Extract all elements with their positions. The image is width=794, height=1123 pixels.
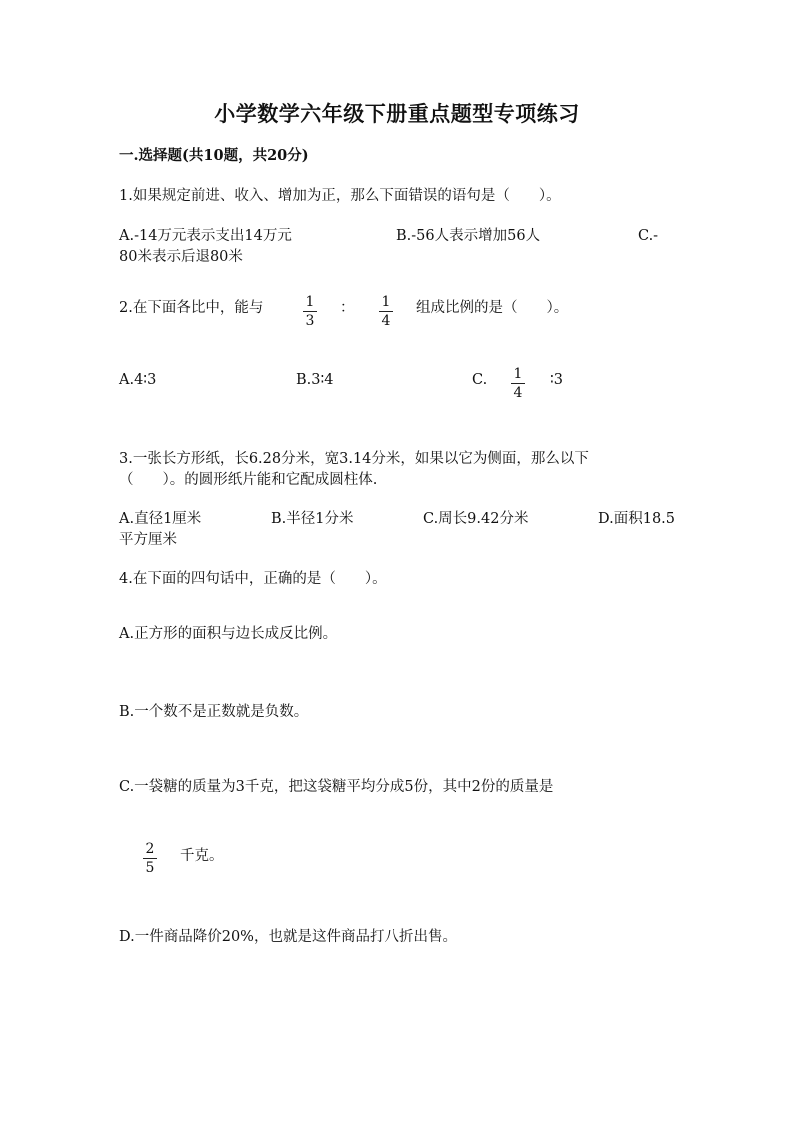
fraction-numerator: 2 [145, 841, 155, 857]
fraction-denominator: 4 [381, 313, 391, 329]
fraction-denominator: 3 [305, 313, 315, 329]
fraction-bar [303, 311, 317, 312]
question-4-option-b: B.一个数不是正数就是负数。 [119, 704, 309, 720]
question-1-option-c-continued: 80米表示后退80米 [119, 249, 243, 265]
question-2-option-c-suffix: ∶3 [550, 372, 563, 388]
section-heading: 一.选择题(共10题，共20分) [119, 147, 309, 164]
question-4-option-d: D.一件商品降价20%，也就是这件商品打八折出售。 [119, 929, 457, 945]
question-2-option-b: B.3∶4 [296, 372, 334, 388]
fraction-denominator: 4 [513, 385, 523, 401]
question-1-stem: 1.如果规定前进、收入、增加为正，那么下面错误的语句是（ ）。 [119, 188, 561, 204]
fraction-bar [511, 383, 525, 384]
question-1-option-c: C.- [638, 228, 659, 244]
question-4-option-a: A.正方形的面积与边长成反比例。 [119, 626, 338, 642]
question-3-stem-line-1: 3.一张长方形纸，长6.28分米，宽3.14分米，如果以它为侧面，那么以下 [119, 451, 589, 467]
question-3-option-a: A.直径1厘米 [119, 511, 202, 527]
question-1-option-b: B.-56人表示增加56人 [396, 228, 541, 244]
question-3-option-b: B.半径1分米 [271, 511, 354, 527]
question-2-ratio-colon: ： [340, 300, 355, 316]
question-3-stem-line-2: （ ）。的圆形纸片能和它配成圆柱体. [119, 472, 378, 488]
question-3-option-d-continued: 平方厘米 [119, 532, 177, 548]
fraction-bar [379, 311, 393, 312]
question-2-stem-after: 组成比例的是（ ）。 [416, 300, 569, 316]
question-4-option-c-fraction [141, 841, 159, 876]
fraction-bar [143, 858, 157, 859]
fraction-numerator: 1 [381, 294, 391, 310]
question-2-stem-before: 2.在下面各比中，能与 [119, 300, 264, 316]
question-2-option-a: A.4∶3 [119, 372, 157, 388]
fraction-numerator: 1 [305, 294, 315, 310]
question-4-option-c: C.一袋糖的质量为3千克，把这袋糖平均分成5份，其中2份的质量是 [119, 779, 554, 795]
fraction-numerator: 1 [513, 366, 523, 382]
fraction-denominator: 5 [145, 860, 155, 876]
question-3-option-d: D.面积18.5 [598, 511, 676, 527]
page-title: 小学数学六年级下册重点题型专项练习 [214, 101, 580, 126]
question-2-option-c-prefix: C. [472, 372, 488, 388]
question-3-option-c: C.周长9.42分米 [423, 511, 529, 527]
question-1-option-a: A.-14万元表示支出14万元 [119, 228, 292, 244]
question-4-option-c-unit: 千克。 [180, 848, 224, 864]
question-2-fraction-1 [301, 294, 319, 329]
question-4-stem: 4.在下面的四句话中，正确的是（ ）。 [119, 571, 387, 587]
question-2-option-c-fraction [509, 366, 527, 401]
question-2-fraction-2 [377, 294, 395, 329]
